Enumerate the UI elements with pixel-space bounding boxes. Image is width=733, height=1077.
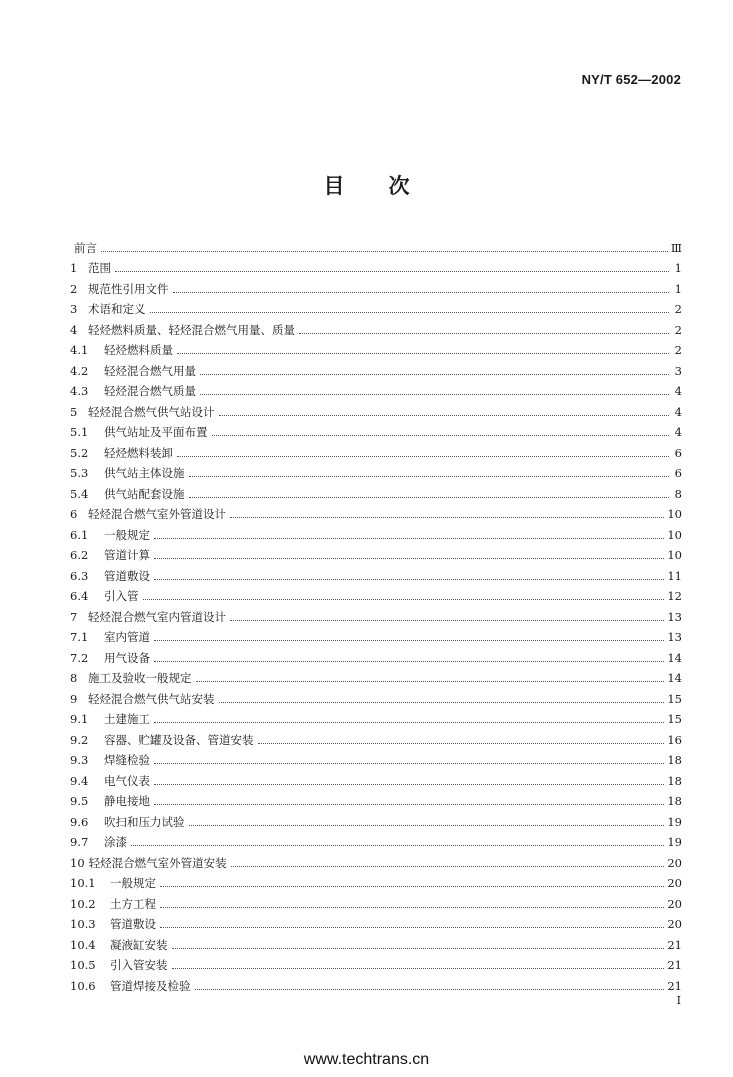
toc-entry-title: 轻烃混合燃气用量 bbox=[104, 363, 196, 378]
toc-dot-leader bbox=[115, 270, 669, 272]
toc-dot-leader bbox=[154, 762, 664, 764]
toc-entry bbox=[70, 521, 682, 542]
toc-dot-leader bbox=[219, 414, 670, 416]
toc-entry-title: 前言 bbox=[74, 240, 97, 255]
toc-entry bbox=[70, 234, 682, 255]
toc-entry-number: 1 bbox=[70, 261, 78, 275]
toc-entry-page: 21 bbox=[667, 958, 682, 972]
toc-dot-leader bbox=[200, 373, 669, 375]
toc-dot-leader bbox=[212, 434, 670, 436]
toc-entry-number: 9.2 bbox=[70, 732, 89, 747]
toc-dot-leader bbox=[154, 639, 664, 641]
toc-dot-leader bbox=[177, 455, 669, 457]
toc-entry-title: 管道焊接及检验 bbox=[110, 978, 191, 993]
toc-entry-title: 土建施工 bbox=[104, 712, 150, 726]
toc-entry-title: 轻烃燃料质量、轻烃混合燃气用量、质量 bbox=[88, 322, 295, 337]
toc-entry bbox=[70, 767, 682, 788]
table-of-contents bbox=[70, 234, 682, 993]
toc-entry-title: 术语和定义 bbox=[88, 302, 146, 316]
page-title-char-1: 目 bbox=[323, 174, 345, 198]
toc-entry-title: 一般规定 bbox=[104, 527, 150, 542]
toc-dot-leader bbox=[231, 865, 665, 867]
toc-entry-number: 4.1 bbox=[70, 343, 89, 357]
toc-entry bbox=[70, 255, 682, 276]
toc-entry-title: 引入管 bbox=[104, 589, 139, 603]
toc-dot-leader bbox=[154, 660, 664, 662]
toc-entry-number: 9.6 bbox=[70, 814, 89, 829]
toc-entry bbox=[70, 808, 682, 829]
toc-entry-page: 20 bbox=[667, 896, 682, 911]
toc-entry bbox=[70, 829, 682, 850]
toc-entry-number: 10.4 bbox=[70, 937, 96, 952]
toc-entry-number: 5.1 bbox=[70, 425, 89, 439]
toc-entry-title: 规范性引用文件 bbox=[88, 281, 169, 296]
toc-entry-page: 8 bbox=[674, 486, 682, 501]
toc-dot-leader bbox=[101, 250, 668, 252]
toc-entry bbox=[70, 931, 682, 952]
toc-entry-number: 6.4 bbox=[70, 589, 89, 603]
toc-entry-title: 范围 bbox=[88, 261, 111, 275]
toc-entry-title: 轻烃混合燃气供气站安装 bbox=[88, 691, 215, 706]
toc-dot-leader bbox=[177, 352, 669, 354]
toc-entry-number: 10 bbox=[70, 855, 85, 870]
toc-entry-number: 6.1 bbox=[70, 527, 89, 542]
toc-dot-leader bbox=[230, 516, 664, 518]
page-number: Ⅰ bbox=[676, 994, 681, 1007]
toc-entry-title: 轻烃混合燃气室外管道设计 bbox=[88, 507, 226, 521]
toc-entry-page: 19 bbox=[667, 814, 682, 829]
toc-entry-number: 9.3 bbox=[70, 753, 89, 767]
page-title-char-2: 次 bbox=[388, 174, 410, 198]
toc-entry-title: 供气站址及平面布置 bbox=[104, 425, 208, 439]
toc-dot-leader bbox=[154, 721, 664, 723]
toc-entry bbox=[70, 275, 682, 296]
toc-entry-page: 15 bbox=[667, 712, 682, 726]
toc-entry bbox=[70, 747, 682, 768]
toc-entry-number: 9.5 bbox=[70, 794, 89, 808]
toc-dot-leader bbox=[219, 701, 665, 703]
toc-entry-number: 2 bbox=[70, 281, 78, 296]
toc-entry bbox=[70, 624, 682, 645]
toc-entry bbox=[70, 788, 682, 809]
toc-dot-leader bbox=[172, 947, 665, 949]
toc-entry-page: 10 bbox=[667, 548, 682, 562]
toc-entry-page: 20 bbox=[667, 876, 682, 890]
toc-entry-title: 施工及验收一般规定 bbox=[88, 671, 192, 685]
watermark-url: www.techtrans.cn bbox=[303, 1051, 430, 1068]
toc-dot-leader bbox=[189, 475, 670, 477]
toc-entry-page: Ⅲ bbox=[670, 240, 682, 255]
toc-entry bbox=[70, 439, 682, 460]
toc-entry-page: 21 bbox=[667, 937, 682, 952]
toc-entry-page: 14 bbox=[667, 671, 682, 685]
toc-entry-title: 轻烃混合燃气质量 bbox=[104, 384, 196, 398]
toc-dot-leader bbox=[160, 885, 664, 887]
toc-entry-title: 管道敷设 bbox=[104, 568, 150, 583]
toc-entry-title: 轻烃混合燃气室外管道安装 bbox=[88, 855, 227, 870]
toc-entry-number: 6 bbox=[70, 507, 78, 521]
toc-entry bbox=[70, 480, 682, 501]
toc-entry-number: 7 bbox=[70, 609, 78, 624]
toc-entry-title: 焊缝检验 bbox=[104, 753, 150, 767]
toc-entry bbox=[70, 542, 682, 563]
toc-entry-page: 13 bbox=[667, 609, 682, 624]
toc-entry-page: 20 bbox=[667, 917, 682, 931]
toc-entry-title: 室内管道 bbox=[104, 630, 150, 644]
toc-dot-leader bbox=[195, 988, 665, 990]
toc-entry-title: 用气设备 bbox=[104, 650, 150, 665]
toc-entry-number: 5 bbox=[70, 404, 78, 419]
toc-entry bbox=[70, 419, 682, 440]
toc-entry bbox=[70, 644, 682, 665]
toc-dot-leader bbox=[172, 967, 665, 969]
toc-dot-leader bbox=[299, 332, 669, 334]
toc-entry bbox=[70, 952, 682, 973]
toc-entry-page: 20 bbox=[667, 855, 682, 870]
toc-entry bbox=[70, 378, 682, 399]
toc-dot-leader bbox=[150, 311, 670, 313]
toc-entry-page: 12 bbox=[667, 589, 682, 603]
toc-entry-page: 16 bbox=[667, 732, 682, 747]
toc-entry-page: 4 bbox=[674, 404, 682, 419]
toc-entry-title: 供气站配套设施 bbox=[104, 486, 185, 501]
toc-entry-title: 轻烃燃料质量 bbox=[104, 343, 173, 357]
toc-entry-number: 10.1 bbox=[70, 876, 96, 890]
toc-entry bbox=[70, 706, 682, 727]
toc-entry-number: 8 bbox=[70, 671, 78, 685]
toc-entry-title: 土方工程 bbox=[110, 896, 156, 911]
toc-entry bbox=[70, 972, 682, 993]
toc-entry bbox=[70, 337, 682, 358]
toc-entry-title: 涂漆 bbox=[104, 835, 127, 849]
toc-entry-page: 18 bbox=[667, 794, 682, 808]
toc-dot-leader bbox=[154, 578, 664, 580]
toc-entry-title: 轻烃燃料装卸 bbox=[104, 445, 173, 460]
toc-entry-number: 9.7 bbox=[70, 835, 89, 849]
toc-entry-number: 9.1 bbox=[70, 712, 89, 726]
toc-entry-page: 19 bbox=[667, 835, 682, 849]
page-title bbox=[0, 170, 733, 200]
toc-entry-title: 一般规定 bbox=[110, 876, 156, 890]
toc-entry-page: 11 bbox=[667, 568, 682, 583]
toc-entry-number: 5.4 bbox=[70, 486, 89, 501]
toc-entry-page: 10 bbox=[667, 507, 682, 521]
toc-entry-number: 5.2 bbox=[70, 445, 89, 460]
toc-entry-page: 6 bbox=[674, 466, 682, 480]
toc-entry bbox=[70, 296, 682, 317]
toc-entry-page: 2 bbox=[674, 343, 682, 357]
toc-entry bbox=[70, 316, 682, 337]
toc-entry-page: 6 bbox=[674, 445, 682, 460]
toc-entry-number: 6.3 bbox=[70, 568, 89, 583]
toc-entry-number: 4 bbox=[70, 322, 78, 337]
toc-entry-number: 6.2 bbox=[70, 548, 89, 562]
toc-entry-number: 10.2 bbox=[70, 896, 96, 911]
toc-entry bbox=[70, 890, 682, 911]
toc-entry bbox=[70, 911, 682, 932]
toc-entry-page: 4 bbox=[674, 384, 682, 398]
toc-entry-title: 轻烃混合燃气室内管道设计 bbox=[88, 609, 226, 624]
toc-entry-number: 7.1 bbox=[70, 630, 89, 644]
toc-entry-title: 引入管安装 bbox=[110, 958, 168, 972]
toc-entry bbox=[70, 583, 682, 604]
toc-entry-number: 5.3 bbox=[70, 466, 89, 480]
toc-entry-page: 18 bbox=[667, 773, 682, 788]
toc-entry-number: 10.6 bbox=[70, 978, 96, 993]
toc-entry bbox=[70, 726, 682, 747]
toc-dot-leader bbox=[160, 906, 664, 908]
toc-entry-number: 4.2 bbox=[70, 363, 89, 378]
toc-entry-title: 吹扫和压力试验 bbox=[104, 814, 185, 829]
toc-dot-leader bbox=[173, 291, 670, 293]
toc-dot-leader bbox=[200, 393, 669, 395]
toc-entry-title: 静电接地 bbox=[104, 794, 150, 808]
toc-entry-page: 1 bbox=[674, 261, 682, 275]
toc-entry-page: 1 bbox=[674, 281, 682, 296]
toc-entry-page: 15 bbox=[667, 691, 682, 706]
toc-entry bbox=[70, 562, 682, 583]
toc-entry-page: 3 bbox=[674, 363, 682, 378]
toc-entry bbox=[70, 398, 682, 419]
document-code: NY/T 652—2002 bbox=[581, 72, 681, 87]
toc-dot-leader bbox=[131, 844, 664, 846]
toc-dot-leader bbox=[154, 537, 664, 539]
toc-entry-number: 10.5 bbox=[70, 958, 96, 972]
toc-dot-leader bbox=[143, 598, 665, 600]
toc-entry bbox=[70, 460, 682, 481]
toc-entry-number: 9 bbox=[70, 691, 78, 706]
toc-entry-title: 管道敷设 bbox=[110, 917, 156, 931]
toc-entry-title: 供气站主体设施 bbox=[104, 466, 185, 480]
toc-entry-page: 4 bbox=[674, 425, 682, 439]
toc-entry-page: 14 bbox=[667, 650, 682, 665]
toc-dot-leader bbox=[160, 926, 664, 928]
toc-entry-page: 10 bbox=[667, 527, 682, 542]
toc-entry bbox=[70, 357, 682, 378]
toc-entry-page: 2 bbox=[674, 322, 682, 337]
toc-entry-title: 凝液缸安装 bbox=[110, 937, 168, 952]
toc-entry-title: 轻烃混合燃气供气站设计 bbox=[88, 404, 215, 419]
toc-dot-leader bbox=[230, 619, 664, 621]
toc-entry-page: 2 bbox=[674, 302, 682, 316]
toc-entry-page: 18 bbox=[667, 753, 682, 767]
toc-entry bbox=[70, 870, 682, 891]
toc-dot-leader bbox=[154, 803, 664, 805]
toc-dot-leader bbox=[154, 783, 664, 785]
toc-entry-number: 4.3 bbox=[70, 384, 89, 398]
toc-entry-title: 管道计算 bbox=[104, 548, 150, 562]
toc-entry-title: 容器、贮罐及设备、管道安装 bbox=[104, 732, 254, 747]
toc-entry bbox=[70, 665, 682, 686]
toc-entry-page: 21 bbox=[667, 978, 682, 993]
toc-dot-leader bbox=[154, 557, 664, 559]
toc-entry-number: 7.2 bbox=[70, 650, 89, 665]
toc-entry-number: 9.4 bbox=[70, 773, 89, 788]
toc-entry-number: 3 bbox=[70, 302, 78, 316]
toc-entry bbox=[70, 501, 682, 522]
toc-entry bbox=[70, 685, 682, 706]
toc-dot-leader bbox=[189, 496, 670, 498]
toc-entry-title: 电气仪表 bbox=[104, 773, 150, 788]
toc-dot-leader bbox=[196, 680, 665, 682]
toc-entry-page: 13 bbox=[667, 630, 682, 644]
toc-dot-leader bbox=[189, 824, 665, 826]
toc-entry bbox=[70, 849, 682, 870]
toc-entry bbox=[70, 603, 682, 624]
toc-entry-number: 10.3 bbox=[70, 917, 96, 931]
toc-dot-leader bbox=[258, 742, 665, 744]
